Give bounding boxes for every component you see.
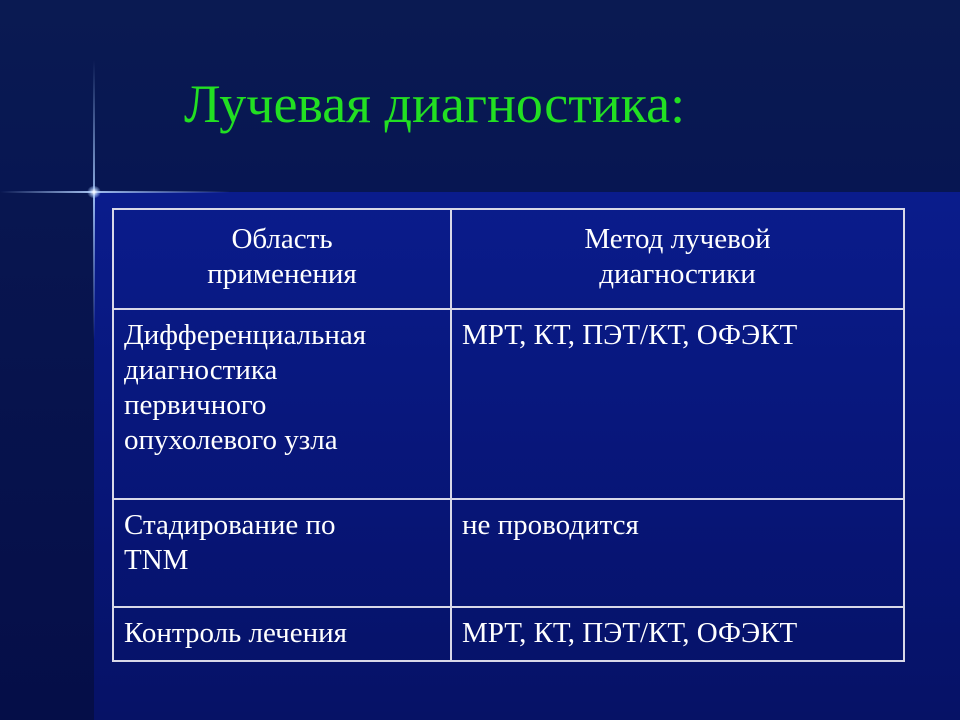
light-flare-center [87, 186, 101, 198]
table-row [113, 309, 904, 499]
cell-method [451, 607, 904, 661]
light-flare-horizontal [0, 191, 230, 193]
cell-method-text: МРТ, КТ, ПЭТ/КТ, ОФЭКТ [462, 319, 798, 351]
cell-method [451, 309, 904, 499]
cell-area-line: TNM [124, 544, 189, 576]
table-header-row [113, 209, 904, 309]
table-row [113, 607, 904, 661]
slide-title: Лучевая диагностика: [184, 74, 686, 134]
background-left-band [0, 192, 94, 720]
cell-area-line: опухолевого узла [124, 424, 338, 456]
light-flare-vertical [93, 60, 95, 340]
cell-method-text: МРТ, КТ, ПЭТ/КТ, ОФЭКТ [462, 617, 798, 649]
table-row [113, 499, 904, 607]
cell-area-line: Контроль лечения [124, 617, 347, 649]
header-method-line: Метод лучевой [584, 223, 771, 255]
cell-area-line: первичного [124, 389, 267, 421]
header-method-line: диагностики [599, 258, 756, 290]
cell-method-text: не проводится [462, 509, 639, 541]
header-area-line: применения [207, 258, 357, 290]
cell-area-line: диагностика [124, 354, 278, 386]
header-area [113, 209, 451, 309]
diagnostics-table [112, 208, 905, 662]
header-method [451, 209, 904, 309]
cell-area [113, 499, 451, 607]
cell-area-line: Стадирование по [124, 509, 336, 541]
cell-area [113, 607, 451, 661]
cell-area [113, 309, 451, 499]
cell-method [451, 499, 904, 607]
cell-area-line: Дифференциальная [124, 319, 367, 351]
header-area-line: Область [231, 223, 333, 255]
